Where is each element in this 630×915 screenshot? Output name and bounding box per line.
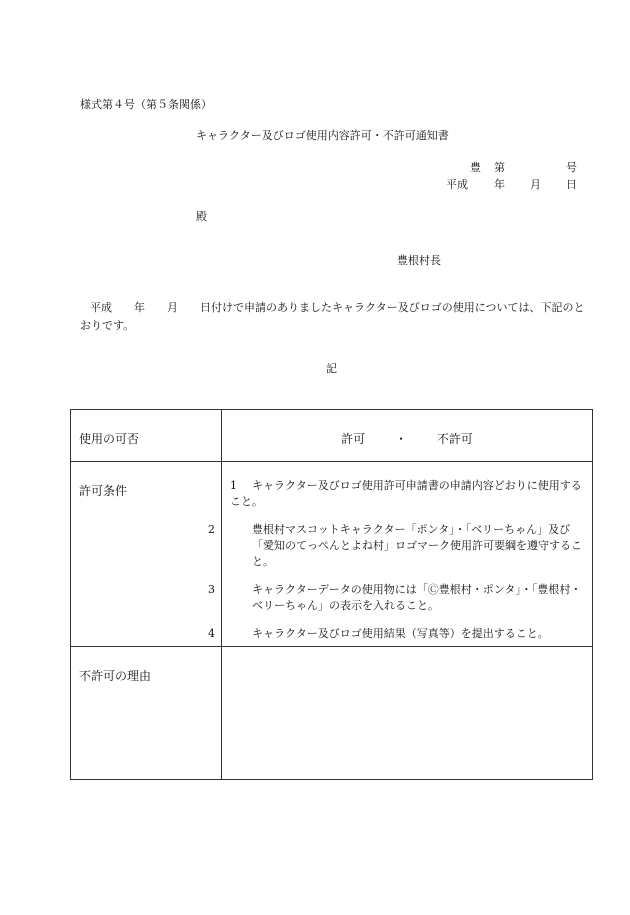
addressee-honorific: 殿 bbox=[196, 210, 207, 223]
date-era: 平成 bbox=[446, 178, 468, 191]
date-month: 月 bbox=[530, 178, 541, 191]
reason-label: 不許可の理由 bbox=[79, 669, 152, 683]
usage-label: 使用の可否 bbox=[79, 432, 140, 446]
body-text: 平成 年 月 日付けで申請のありましたキャラクター及びロゴの使用については、下記のとおりです。 bbox=[80, 301, 585, 332]
usage-label-cell bbox=[71, 410, 222, 462]
reason-label-cell bbox=[71, 647, 222, 780]
date-year: 年 bbox=[494, 178, 505, 191]
choice-separator: ・ bbox=[394, 432, 407, 446]
not-permit-option[interactable]: 不許可 bbox=[436, 432, 473, 446]
table-row bbox=[71, 462, 593, 647]
condition-item bbox=[230, 478, 582, 510]
condition-number: 3 bbox=[208, 583, 215, 596]
decision-table bbox=[70, 409, 593, 780]
table-row bbox=[71, 647, 593, 780]
usage-choice-cell bbox=[222, 410, 593, 462]
condition-number: 2 bbox=[208, 523, 215, 536]
date-day: 日 bbox=[566, 178, 577, 191]
conditions-label: 許可条件 bbox=[79, 484, 128, 498]
condition-text: 豊根村マスコットキャラクター「ポンタ」・「ベリーちゃん」及び「愛知のてっぺんとよね村」ロゴマーク使用許可要綱を遵守すること。 bbox=[252, 523, 582, 568]
permit-option[interactable]: 許可 bbox=[341, 432, 366, 446]
conditions-label-cell bbox=[71, 462, 222, 647]
condition-number: 4 bbox=[208, 627, 215, 640]
form-number: 様式第４号（第５条関係） bbox=[80, 98, 212, 111]
ki-heading: 記 bbox=[326, 362, 337, 375]
condition-text: キャラクター及びロゴ使用結果（写真等）を提出すること。 bbox=[252, 627, 549, 640]
reason-cell[interactable] bbox=[222, 647, 593, 780]
condition-number: 1 bbox=[230, 479, 237, 492]
sender-name: 豊根村長 bbox=[397, 254, 441, 267]
document-title: キャラクター及びロゴ使用内容許可・不許可通知書 bbox=[196, 129, 449, 142]
condition-item bbox=[208, 522, 582, 570]
conditions-cell bbox=[208, 462, 593, 647]
condition-text: キャラクター及びロゴ使用許可申請書の申請内容どおりに使用すること。 bbox=[230, 479, 582, 508]
condition-item bbox=[208, 626, 582, 642]
table-row bbox=[71, 410, 593, 462]
reference-go: 号 bbox=[566, 161, 577, 174]
condition-item bbox=[208, 582, 582, 614]
reference-dai: 第 bbox=[494, 161, 505, 174]
condition-text: キャラクターデータの使用物には「Ⓒ豊根村・ポンタ」・「豊根村・ベリーちゃん」の表示を入れること。 bbox=[252, 583, 582, 612]
reference-prefix: 豊 bbox=[470, 161, 481, 174]
